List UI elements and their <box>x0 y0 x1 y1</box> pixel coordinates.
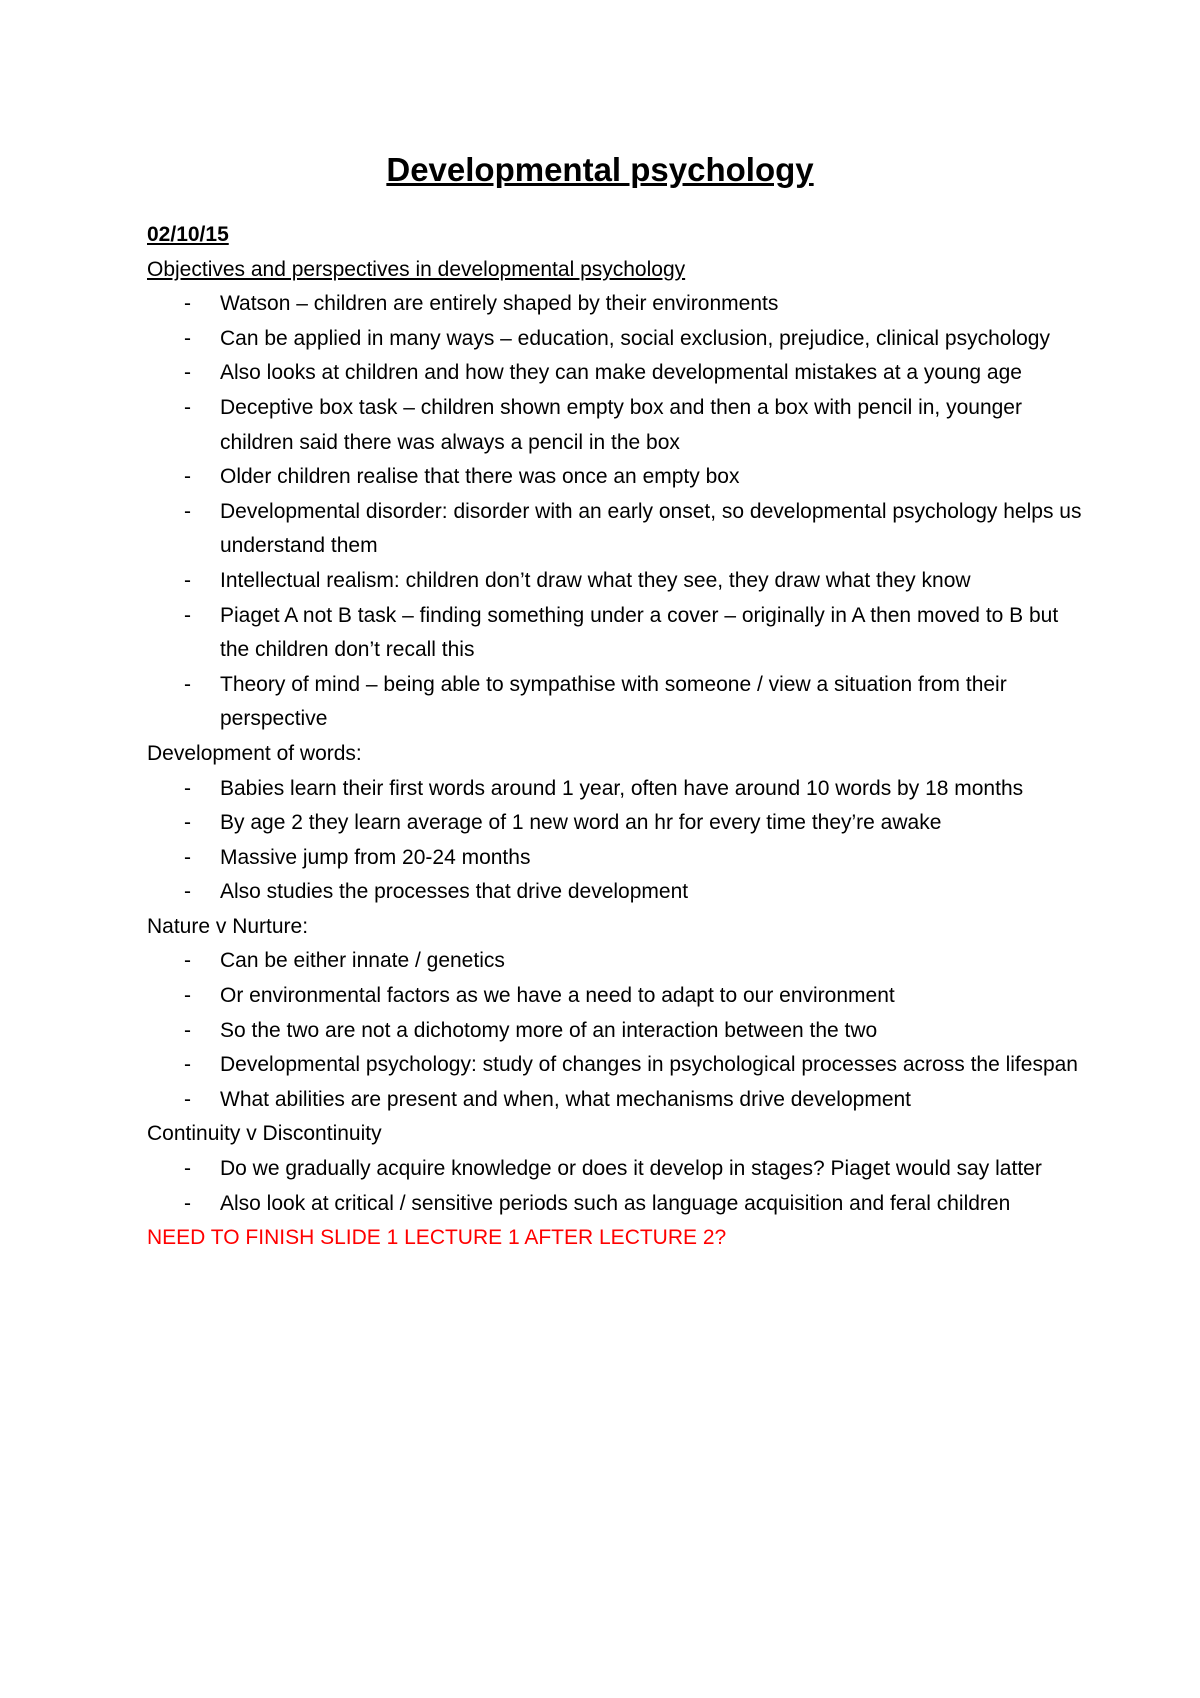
bullet-dash: - <box>184 465 191 489</box>
bullet-dash: - <box>184 1087 191 1111</box>
bullet-dash: - <box>184 499 191 523</box>
list-item <box>147 564 1087 599</box>
document-body <box>147 218 1087 1256</box>
list-item-text: So the two are not a dichotomy more of an interaction between the two <box>220 1018 878 1042</box>
bullet-dash: - <box>184 568 191 592</box>
list-item <box>147 772 1087 807</box>
lecture-date: 02/10/15 <box>147 223 229 246</box>
list-item-text: Massive jump from 20-24 months <box>220 845 531 869</box>
bullet-dash: - <box>184 1053 191 1077</box>
list-item-text: Developmental psychology: study of changes in psychological processes across the lifespan <box>220 1053 1078 1077</box>
list-item <box>147 391 1087 460</box>
list-item <box>147 979 1087 1014</box>
list-item <box>147 1048 1087 1083</box>
bullet-dash: - <box>184 845 191 869</box>
section-heading-objectives: Objectives and perspectives in developmental psychology <box>147 257 686 281</box>
bullet-dash: - <box>184 1191 191 1215</box>
list-item-text: Can be applied in many ways – education, social exclusion, prejudice, clinical psychology <box>220 326 1050 350</box>
words-list <box>147 772 1087 910</box>
list-item-text: Can be either innate / genetics <box>220 949 505 973</box>
list-item <box>147 322 1087 357</box>
list-item <box>147 460 1087 495</box>
bullet-dash: - <box>184 776 191 800</box>
list-item-text: Watson – children are entirely shaped by their environments <box>220 292 779 316</box>
list-item-text: By age 2 they learn average of 1 new word an hr for every time they’re awake <box>220 811 942 835</box>
list-item-text: Also studies the processes that drive development <box>220 880 689 904</box>
list-item <box>147 1014 1087 1049</box>
list-item-text: What abilities are present and when, what mechanisms drive development <box>220 1087 912 1111</box>
list-item <box>147 599 1087 668</box>
list-item <box>147 668 1087 737</box>
bullet-dash: - <box>184 395 191 419</box>
section-heading-nature: Nature v Nurture: <box>147 914 309 938</box>
todo-note: NEED TO FINISH SLIDE 1 LECTURE 1 AFTER LECTURE 2? <box>147 1226 727 1250</box>
list-item-text: Or environmental factors as we have a need to adapt to our environment <box>220 984 895 1008</box>
list-item <box>147 356 1087 391</box>
list-item-text: Older children realise that there was once an empty box <box>220 465 740 489</box>
list-item <box>147 1187 1087 1222</box>
list-item <box>147 287 1087 322</box>
bullet-dash: - <box>184 326 191 350</box>
list-item-text: Babies learn their first words around 1 year, often have around 10 words by 18 months <box>220 776 1024 800</box>
list-item-text: Deceptive box task – children shown empty box and then a box with pencil in, younger children said there was always a pencil in the box <box>220 395 1022 454</box>
list-item-text: Piaget A not B task – finding something under a cover – originally in A then moved to B but the children don’t recall this <box>220 603 1059 662</box>
section-heading-continuity: Continuity v Discontinuity <box>147 1122 382 1146</box>
bullet-dash: - <box>184 984 191 1008</box>
list-item <box>147 806 1087 841</box>
nature-list <box>147 944 1087 1117</box>
bullet-dash: - <box>184 1157 191 1181</box>
objectives-list <box>147 287 1087 737</box>
list-item-text: Do we gradually acquire knowledge or does it develop in stages? Piaget would say latter <box>220 1157 1042 1181</box>
bullet-dash: - <box>184 949 191 973</box>
list-item <box>147 1152 1087 1187</box>
list-item-text: Developmental disorder: disorder with an early onset, so developmental psychology helps us understand them <box>220 499 1082 558</box>
list-item-text: Also looks at children and how they can make developmental mistakes at a young age <box>220 361 1022 385</box>
list-item <box>147 841 1087 876</box>
list-item <box>147 495 1087 564</box>
list-item-text: Theory of mind – being able to sympathise with someone / view a situation from their perspective <box>220 672 1007 731</box>
list-item <box>147 875 1087 910</box>
bullet-dash: - <box>184 1018 191 1042</box>
continuity-list <box>147 1152 1087 1221</box>
bullet-dash: - <box>184 292 191 316</box>
document-title: Developmental psychology <box>386 151 814 188</box>
bullet-dash: - <box>184 672 191 696</box>
list-item <box>147 944 1087 979</box>
list-item-text: Also look at critical / sensitive periods such as language acquisition and feral children <box>220 1191 1011 1215</box>
list-item-text: Intellectual realism: children don’t draw what they see, they draw what they know <box>220 568 971 592</box>
bullet-dash: - <box>184 603 191 627</box>
list-item <box>147 1083 1087 1118</box>
bullet-dash: - <box>184 880 191 904</box>
bullet-dash: - <box>184 811 191 835</box>
section-heading-words: Development of words: <box>147 741 362 765</box>
bullet-dash: - <box>184 361 191 385</box>
